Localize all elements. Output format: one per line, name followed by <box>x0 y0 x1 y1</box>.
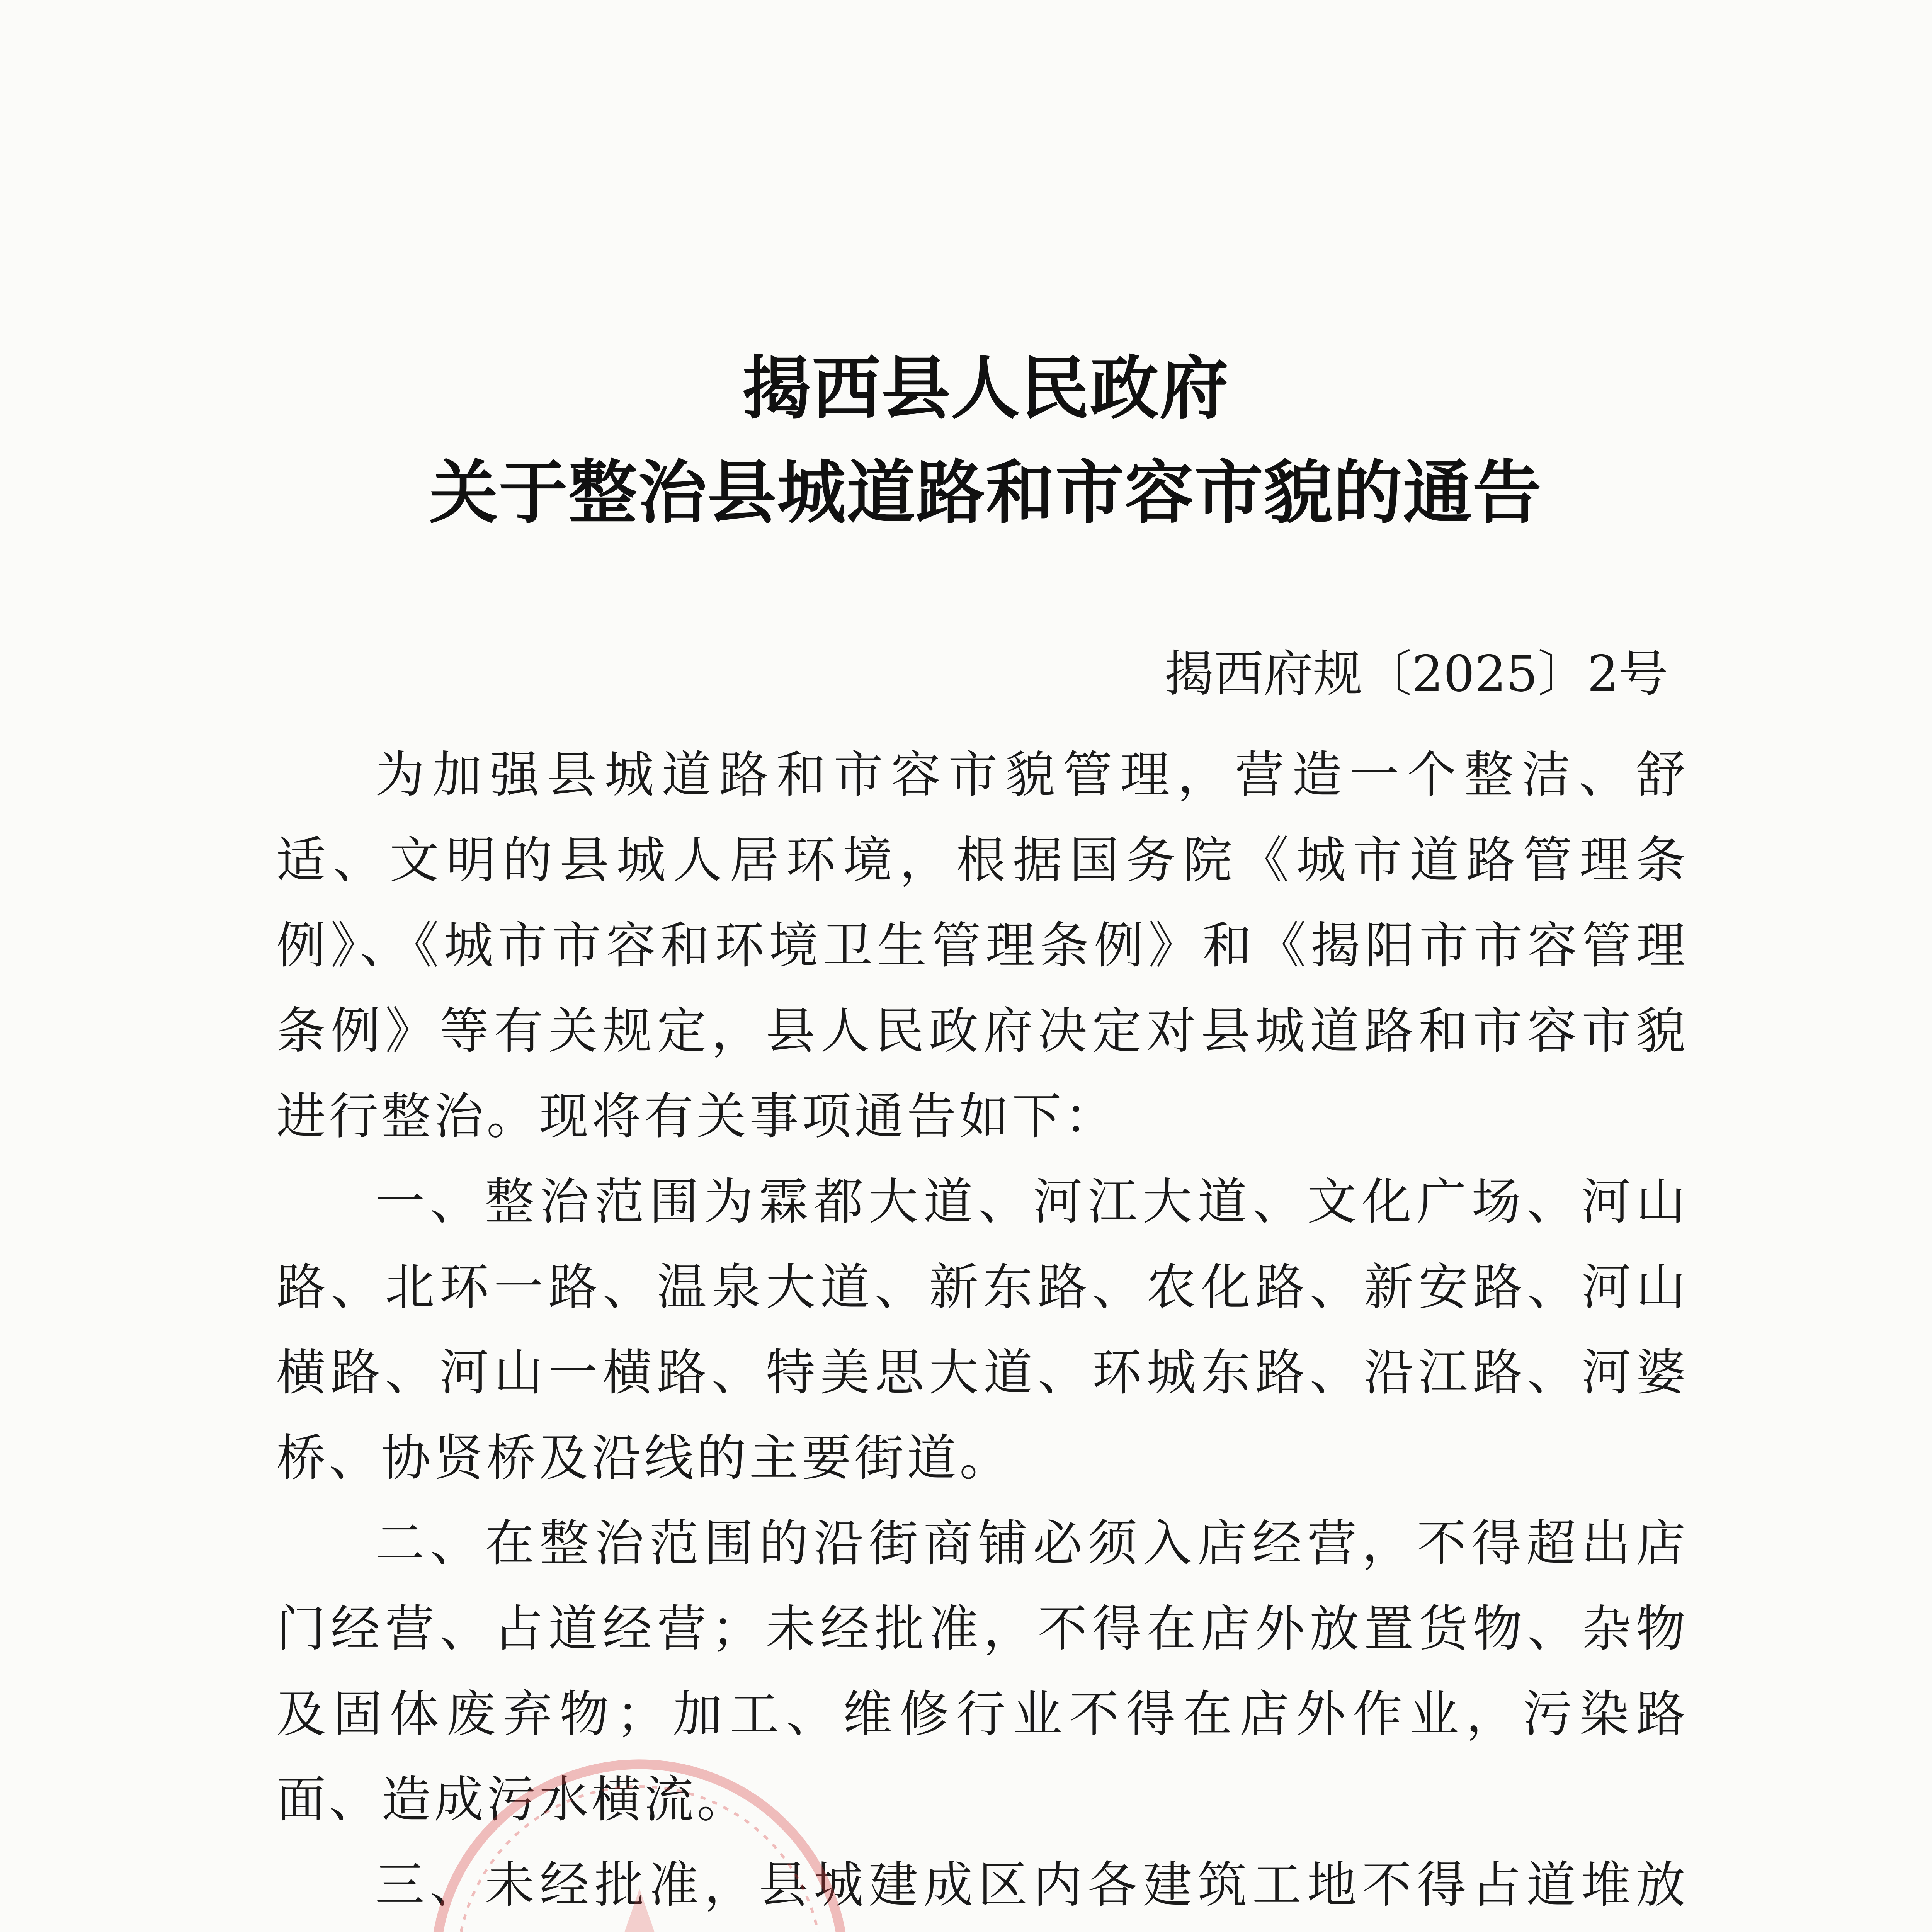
paragraph-intro: 为加强县城道路和市容市貌管理，营造一个整洁、舒适、文明的县城人居环境，根据国务院《城市道路管理条例》、《城市市容和环境卫生管理条例》和《揭阳市市容管理条例》等有关规定，县人民政府决定对县城道路和市容市貌进行整治。现将有关事项通告如下： <box>276 746 1689 1145</box>
paragraph-item-1: 一、整治范围为霖都大道、河江大道、文化广场、河山路、北环一路、温泉大道、新东路、农化路、新安路、河山横路、河山一横路、特美思大道、环城东路、沿江路、河婆桥、协贤桥及沿线的主要街道。 <box>276 1173 1689 1487</box>
title-line-2: 关于整治县城道路和市容市貌的通告 <box>429 452 1542 533</box>
document-number: 揭西府规〔2025〕2号 <box>1164 645 1668 703</box>
paragraph-item-2: 二、在整治范围的沿街商铺必须入店经营，不得超出店门经营、占道经营；未经批准，不得在店外放置货物、杂物及固体废弃物；加工、维修行业不得在店外作业，污染路面、造成污水横流。 <box>276 1515 1689 1828</box>
title-line-1: 揭西县人民政府 <box>742 348 1229 429</box>
document-body <box>276 732 1689 1932</box>
paragraph-item-3: 三、未经批准，县城建成区内各建筑工地不得占道堆放 <box>375 1856 1689 1914</box>
